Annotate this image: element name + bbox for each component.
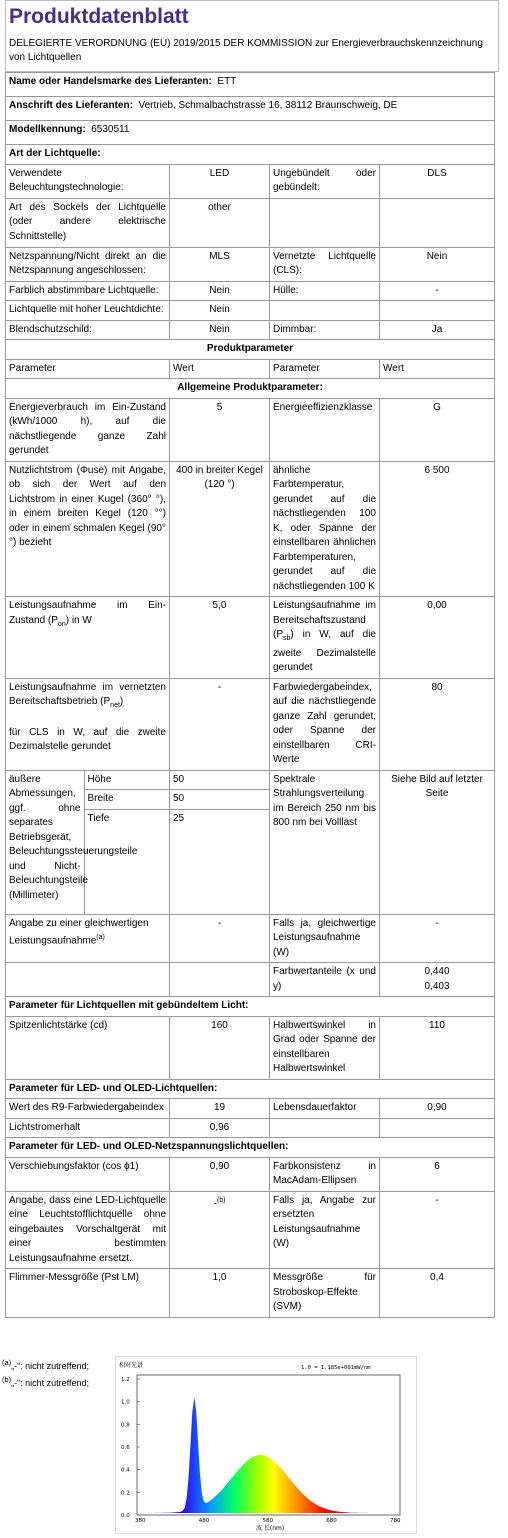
param-row bbox=[6, 1099, 495, 1119]
type-row bbox=[6, 320, 495, 340]
param-row bbox=[6, 1269, 495, 1318]
dimension-values bbox=[170, 770, 270, 914]
type-label: Vernetzte Lichtquelle (CLS): bbox=[270, 247, 380, 281]
param-label: Farbwiedergabeindex, auf die nächstliegende ganze Zahl gerundet, oder Spanne der einstellbaren CRI-Werte bbox=[270, 678, 380, 770]
type-value: Ja bbox=[380, 320, 495, 340]
type-value: Nein bbox=[380, 247, 495, 281]
type-row bbox=[6, 247, 495, 281]
type-value bbox=[380, 198, 495, 247]
type-value: LED bbox=[170, 164, 270, 198]
y-tick-label: 0.2 bbox=[121, 1490, 130, 1497]
param-row bbox=[6, 914, 495, 963]
type-value: Nein bbox=[170, 301, 270, 321]
param-label: Wert des R9-Farbwiedergabeindex bbox=[6, 1099, 170, 1119]
dimensions-cell bbox=[6, 770, 170, 914]
param-row bbox=[6, 461, 495, 597]
dimension-name: Tiefe bbox=[87, 812, 110, 824]
param-value: - bbox=[380, 1191, 495, 1269]
param-value: - bbox=[380, 914, 495, 963]
param-label: Leistungsaufnahme im Bereitschaftszustand $(P_{sb})$ in W, auf die zweite Dezimalstelle gerundet bbox=[270, 597, 380, 679]
model-value: 6530511 bbox=[91, 124, 130, 135]
type-value: Nein bbox=[170, 281, 270, 301]
param-label: Falls ja, gleichwertige Leistungsaufnahme (W) bbox=[270, 914, 380, 963]
column-header-value: Wert bbox=[170, 359, 270, 379]
param-label: Lebensdauerfaktor bbox=[270, 1099, 380, 1119]
type-label bbox=[270, 198, 380, 247]
type-value: Nein bbox=[170, 320, 270, 340]
param-value: Siehe Bild auf letzter Seite bbox=[380, 770, 495, 914]
y-tick-label: 1.2 bbox=[121, 1377, 130, 1383]
type-label: Art des Sockels der Lichtquelle (oder andere elektrische Schnittstelle) bbox=[6, 198, 170, 247]
general-header-row bbox=[6, 379, 495, 399]
param-value: 5 bbox=[170, 398, 270, 461]
y-tick-label: 0.8 bbox=[121, 1422, 130, 1429]
dimensions-label: äußere Abmessungen, ggf. ohne separates Betriebsgerät, Beleuchtungssteuerungsteile und Nicht-Beleuchtungsteile (Millimeter) bbox=[6, 771, 84, 914]
param-label: Falls ja, Angabe zur ersetzten Leistungsaufnahme (W) bbox=[270, 1191, 380, 1269]
param-value: 400 in breiter Kegel (120 °) bbox=[170, 461, 270, 597]
supplier-address-row bbox=[6, 97, 495, 121]
param-label: Verschiebungsfaktor (cos ϕ1) bbox=[6, 1157, 170, 1191]
param-label: Spektrale Strahlungsverteilung im Bereich 250 nm bis 800 nm bei Volllast bbox=[270, 770, 380, 914]
type-value: other bbox=[170, 198, 270, 247]
dimension-value: 25 bbox=[173, 812, 185, 824]
param-value: 0,90 bbox=[170, 1157, 270, 1191]
param-label: Nutzlichtstrom (Φuse) mit Angabe, ob sich der Wert auf den Lichtstrom in einer Kugel (360° °), in einem breiten Kegel (120 °°) oder in einem schmalen Kegel (90° °) bezieht bbox=[6, 461, 170, 597]
param-label: Energieeffizienzklasse bbox=[270, 398, 380, 461]
x-tick-label: 380 bbox=[135, 1518, 146, 1524]
param-value: -$^{(b)}$ bbox=[170, 1191, 270, 1269]
product-params-header: Produktparameter bbox=[6, 340, 495, 360]
type-label: Verwendete Beleuchtungstechnologie: bbox=[6, 164, 170, 198]
param-row bbox=[6, 1191, 495, 1269]
param-value: 0,00 bbox=[380, 597, 495, 679]
param-label: Halbwertswinkel in Grad oder Spanne der einstellbaren Halbwertswinkel bbox=[270, 1016, 380, 1079]
directional-header: Parameter für Lichtquellen mit gebündeltem Licht: bbox=[6, 997, 495, 1017]
type-label: Ungebündelt oder gebündelt: bbox=[270, 164, 380, 198]
param-row bbox=[6, 1118, 495, 1138]
param-value: G bbox=[380, 398, 495, 461]
param-value: 0,4 bbox=[380, 1269, 495, 1318]
model-row bbox=[6, 121, 495, 145]
product-params-header-row bbox=[6, 340, 495, 360]
mains-header-row bbox=[6, 1138, 495, 1158]
spectrum-scale-note: 1.0 = 1.185e+001mW/nm bbox=[301, 1365, 371, 1371]
param-value: 0,96 bbox=[170, 1118, 270, 1138]
supplier-name-row bbox=[6, 73, 495, 97]
param-label: Flimmer-Messgröße (Pst LM) bbox=[6, 1269, 170, 1318]
column-header-param: Parameter bbox=[6, 359, 170, 379]
param-value: 0,90 bbox=[380, 1099, 495, 1119]
supplier-name-label: Name oder Handelsmarke des Lieferanten: bbox=[9, 76, 212, 87]
footnote-b: $^{(b)}$„-“: nicht zutreffend; bbox=[2, 1375, 90, 1388]
y-tick-label: 0.4 bbox=[121, 1467, 130, 1474]
dimension-value: 50 bbox=[170, 790, 269, 810]
datasheet-table bbox=[5, 72, 495, 1318]
param-value: 80 bbox=[380, 678, 495, 770]
param-label: Lichtstromerhalt bbox=[6, 1118, 170, 1138]
regulation-subtitle: DELEGIERTE VERORDNUNG (EU) 2019/2015 DER KOMMISSION zur Energieverbrauchskennzeichnung von Lichtquellen bbox=[5, 33, 499, 72]
column-header-param: Parameter bbox=[270, 359, 380, 379]
param-value: 6 500 bbox=[380, 461, 495, 597]
param-row bbox=[6, 963, 495, 997]
supplier-address-label: Anschrift des Lieferanten: bbox=[9, 100, 133, 111]
type-label: Dimmbar: bbox=[270, 320, 380, 340]
param-value: 5,0 bbox=[170, 597, 270, 679]
y-tick-label: 1.0 bbox=[121, 1399, 130, 1406]
param-row bbox=[6, 1157, 495, 1191]
param-label: Angabe zu einer gleichwertigen Leistungsaufnahme$^{(a)}$ bbox=[6, 914, 170, 963]
y-tick-label: 0.0 bbox=[121, 1513, 130, 1519]
dimension-name: Höhe bbox=[84, 771, 169, 790]
spectrum-y-title: 相对光谱 bbox=[119, 1362, 144, 1369]
x-tick-label: 680 bbox=[326, 1518, 337, 1524]
dimension-value: 50 bbox=[170, 771, 269, 791]
type-row bbox=[6, 301, 495, 321]
led-header-row bbox=[6, 1079, 495, 1099]
param-label: Farbkonsistenz in MacAdam-Ellipsen bbox=[270, 1157, 380, 1191]
y-tick-label: 0.6 bbox=[121, 1445, 130, 1451]
dimensions-table bbox=[6, 771, 169, 914]
supplier-name-value: ETT bbox=[217, 76, 237, 87]
type-row bbox=[6, 198, 495, 247]
param-label: Energieverbrauch im Ein-Zustand (kWh/1000 h), auf die nächstliegende ganze Zahl gerundet bbox=[6, 398, 170, 461]
param-row bbox=[6, 597, 495, 679]
spectrum-x-title: 波 长(nm) bbox=[256, 1525, 285, 1532]
param-label: Leistungsaufnahme im Ein-Zustand $(P_{on})$ in W bbox=[6, 597, 170, 679]
spectrum-figure bbox=[115, 1356, 417, 1534]
column-header-row bbox=[6, 359, 495, 379]
x-tick-label: 780 bbox=[390, 1518, 401, 1524]
param-value: 6 bbox=[380, 1157, 495, 1191]
param-value: 110 bbox=[380, 1016, 495, 1079]
param-value: - bbox=[170, 678, 270, 770]
param-value: 1,0 bbox=[170, 1269, 270, 1318]
type-value: - bbox=[380, 281, 495, 301]
dimension-name: Breite bbox=[84, 790, 169, 810]
param-row bbox=[6, 1016, 495, 1079]
type-header: Art der Lichtquelle: bbox=[6, 145, 495, 165]
type-label: Netzspannung/Nicht direkt an die Netzspannung angeschlossen: bbox=[6, 247, 170, 281]
column-header-value: Wert bbox=[380, 359, 495, 379]
param-label: Farbwertanteile (x und y) bbox=[270, 963, 380, 997]
mains-header: Parameter für LED- und OLED-Netzspannungslichtquellen: bbox=[6, 1138, 495, 1158]
param-label: ähnliche Farbtemperatur, gerundet auf die nächstliegenden 100 K, oder Spanne der einstellbaren ähnlichen Farbtemperaturen, gerundet auf die nächstliegenden 100 K bbox=[270, 461, 380, 597]
spectrum-svg bbox=[116, 1357, 416, 1533]
general-header: Allgemeine Produktparameter: bbox=[6, 379, 495, 399]
led-header: Parameter für LED- und OLED-Lichtquellen: bbox=[6, 1079, 495, 1099]
type-value: DLS bbox=[380, 164, 495, 198]
model-label: Modellkennung: bbox=[9, 124, 86, 135]
type-label: Hülle: bbox=[270, 281, 380, 301]
footnote-a: $^{(a)}$„-“: nicht zutreffend; bbox=[2, 1358, 90, 1371]
type-row bbox=[6, 164, 495, 198]
type-label: Blendschutzschild: bbox=[6, 320, 170, 340]
type-label: Farblich abstimmbare Lichtquelle: bbox=[6, 281, 170, 301]
param-value: 160 bbox=[170, 1016, 270, 1079]
supplier-address-value: Vertrieb, Schmalbachstrasse 16, 38112 Braunschweig, DE bbox=[138, 100, 398, 111]
x-tick-label: 580 bbox=[262, 1518, 273, 1524]
x-tick-label: 480 bbox=[198, 1518, 210, 1524]
param-row bbox=[6, 770, 495, 914]
param-label: Spitzenlichtstärke (cd) bbox=[6, 1016, 170, 1079]
type-header-row bbox=[6, 145, 495, 165]
x-axis-ticks bbox=[135, 1518, 401, 1524]
param-row bbox=[6, 678, 495, 770]
param-label: Angabe, dass eine LED-Lichtquelle eine Leuchtstofflichtquelle ohne eingebautes Vorschaltgerät mit einer bestimmten Leistungsaufnahme ersetzt. bbox=[6, 1191, 170, 1269]
param-label: Leistungsaufnahme im vernetzten Bereitschaftsbetrieb $(P_{net})$ für CLS in W, auf die zweite Dezimalstelle gerundet bbox=[6, 678, 170, 770]
datasheet-page bbox=[5, 0, 499, 1318]
param-row bbox=[6, 398, 495, 461]
type-value: MLS bbox=[170, 247, 270, 281]
type-value bbox=[380, 301, 495, 321]
type-row bbox=[6, 281, 495, 301]
directional-header-row bbox=[6, 997, 495, 1017]
type-label bbox=[270, 301, 380, 321]
type-label: Lichtquelle mit hoher Leuchtdichte: bbox=[6, 301, 170, 321]
param-value: 19 bbox=[170, 1099, 270, 1119]
param-label: Messgröße für Stroboskop-Effekte (SVM) bbox=[270, 1269, 380, 1318]
param-value: 0,440 0,403 bbox=[380, 963, 495, 997]
param-value: - bbox=[170, 914, 270, 963]
page-title: Produktdatenblatt bbox=[5, 0, 499, 33]
